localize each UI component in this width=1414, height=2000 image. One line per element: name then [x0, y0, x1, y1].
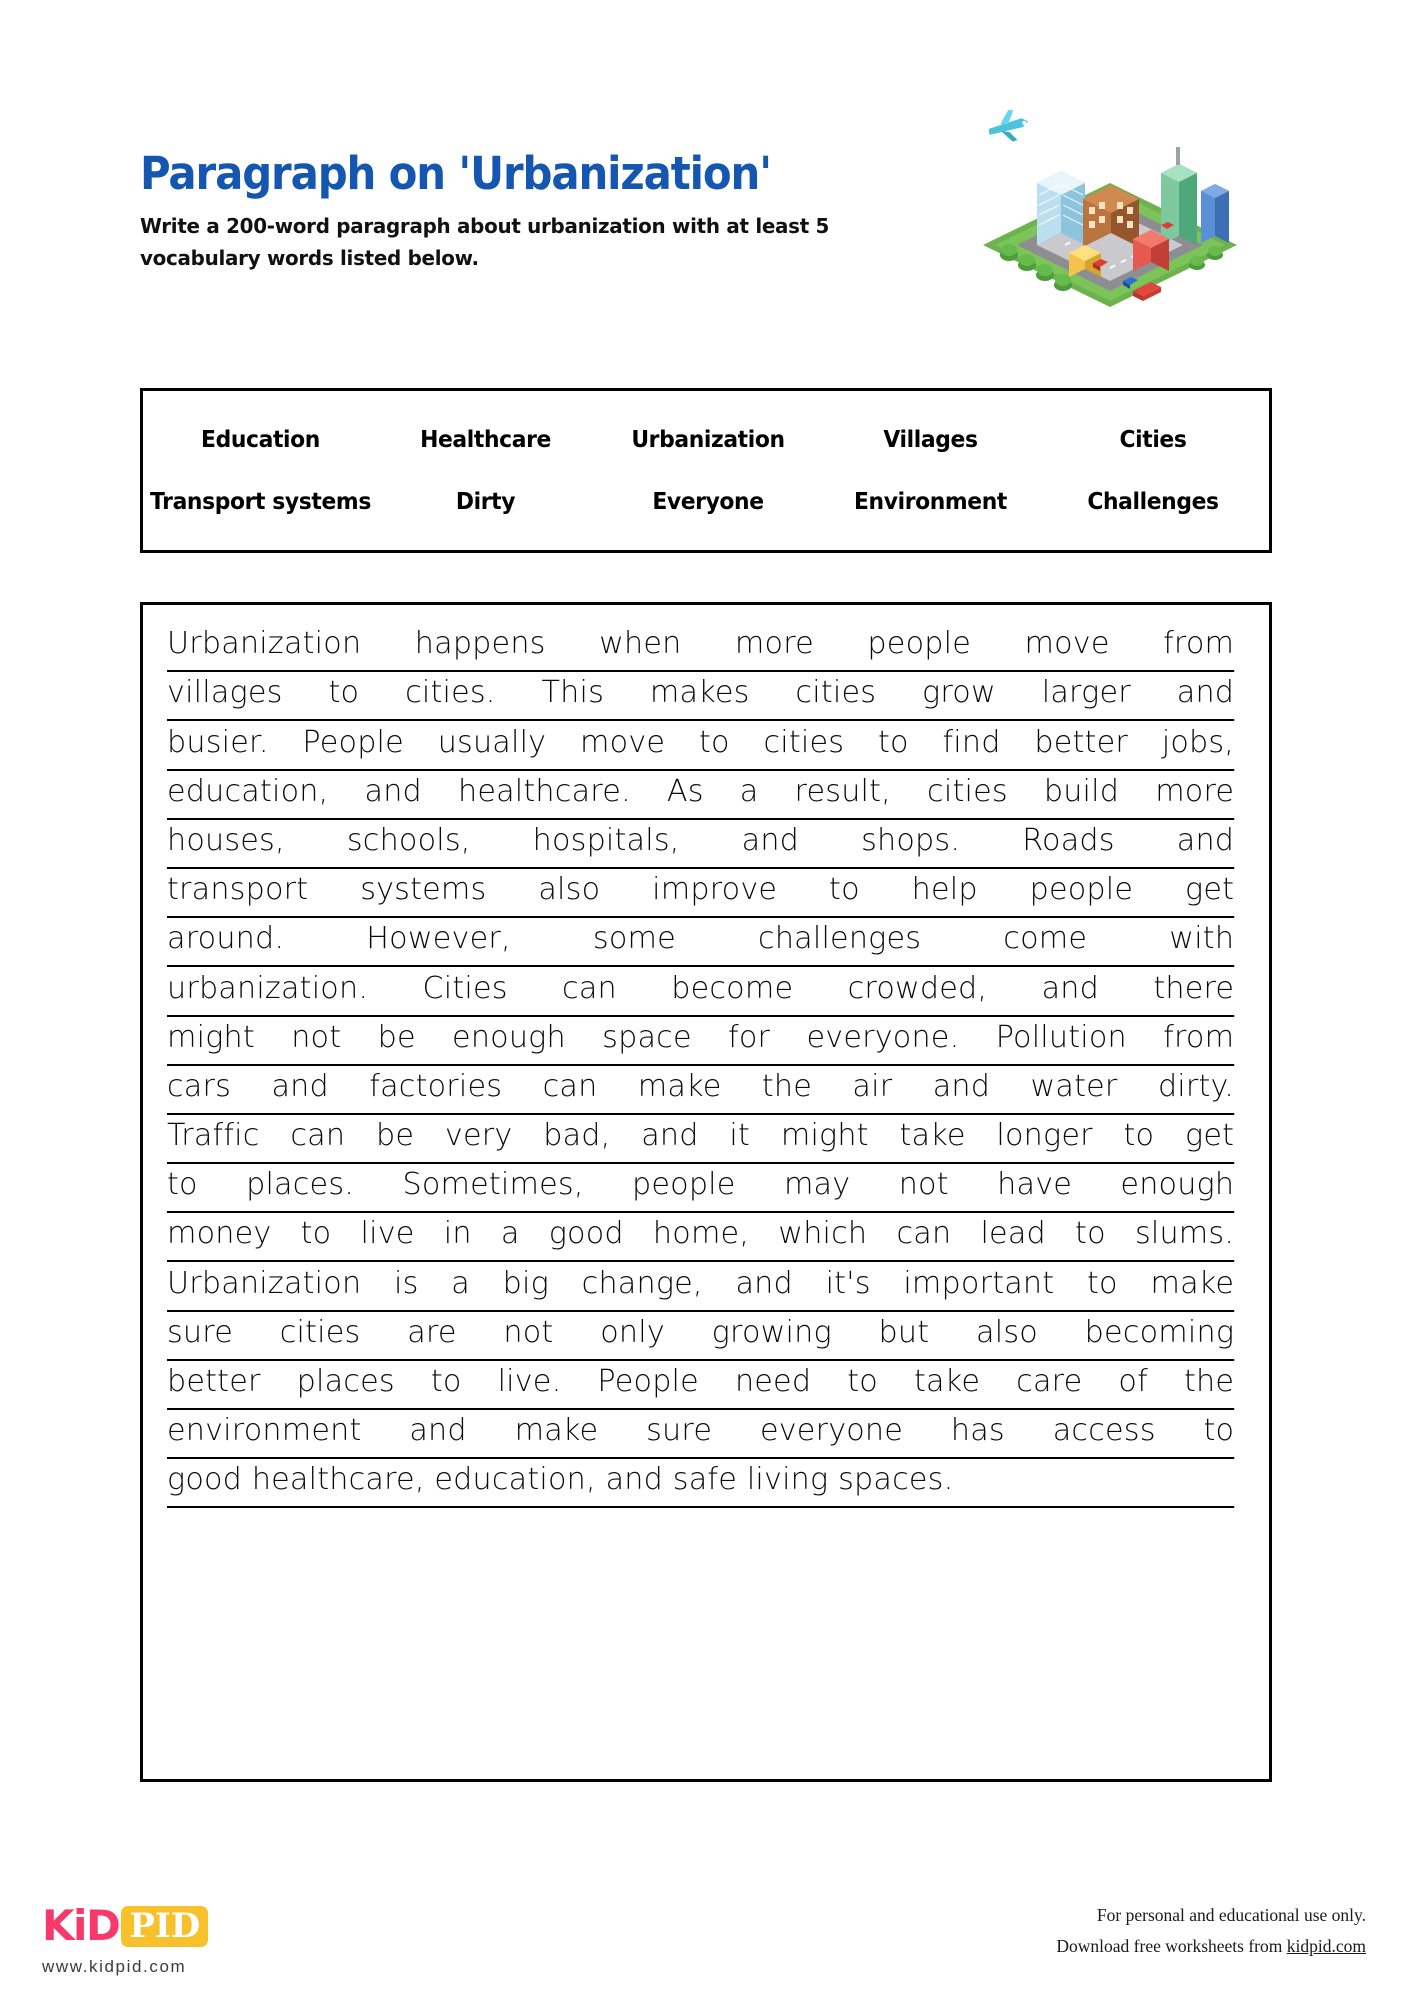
footer-note-line1: For personal and educational use only. — [1096, 1905, 1366, 1925]
answer-word: Cities — [422, 970, 508, 1006]
answer-word: people — [632, 1167, 736, 1203]
page-instructions: Write a 200-word paragraph about urbanization with at least 5 vocabulary words listed below. — [140, 214, 830, 271]
answer-word: Sometimes, — [402, 1167, 584, 1203]
answer-word: systems — [360, 872, 487, 908]
answer-word: move — [1024, 626, 1110, 662]
answer-word: it's — [825, 1265, 871, 1301]
answer-word: to — [1087, 1265, 1118, 1301]
answer-word: home, — [652, 1216, 750, 1252]
answer-word: air — [852, 1068, 893, 1104]
answer-word: sure — [167, 1314, 233, 1350]
answer-word: need — [734, 1364, 812, 1399]
answer-word: not — [898, 1167, 949, 1203]
answer-word: larger — [1041, 675, 1131, 711]
answer-word: usually — [437, 724, 547, 760]
answer-word: to — [430, 1364, 462, 1399]
answer-word: take — [899, 1118, 966, 1154]
answer-word: cars — [167, 1068, 232, 1104]
answer-writing-area[interactable] — [140, 602, 1272, 1782]
answer-word: sure — [646, 1413, 713, 1449]
header — [140, 147, 960, 275]
answer-line — [167, 820, 1234, 869]
answer-word: build — [1043, 773, 1120, 809]
answer-word: big — [502, 1265, 549, 1301]
answer-word: to — [1203, 1413, 1235, 1449]
logo-kid-text: KiD — [42, 1901, 120, 1950]
answer-word: a — [500, 1216, 520, 1252]
vocab-word: Education — [201, 426, 320, 453]
answer-word: and — [409, 1413, 467, 1449]
answer-word: of — [1118, 1364, 1148, 1399]
answer-word: However, — [366, 921, 511, 957]
answer-word: hospitals, — [532, 822, 680, 858]
answer-line — [167, 1213, 1234, 1262]
answer-paragraph — [167, 623, 1245, 1508]
answer-line — [167, 1066, 1234, 1115]
answer-word: live. — [497, 1364, 562, 1399]
answer-word: cities — [795, 675, 877, 711]
answer-word: is — [394, 1265, 419, 1301]
answer-word: shops. — [861, 822, 961, 858]
answer-word: there — [1153, 970, 1235, 1006]
logo-mark — [42, 1900, 342, 1952]
answer-word: a — [451, 1265, 470, 1301]
answer-word: also — [976, 1314, 1038, 1350]
answer-word: be — [377, 1019, 416, 1055]
answer-word: can — [542, 1068, 598, 1104]
answer-line — [167, 771, 1234, 820]
answer-word: longer — [996, 1118, 1093, 1154]
vocab-word: Cities — [1119, 426, 1187, 453]
vocab-word: Challenges — [1087, 488, 1219, 515]
answer-word: happens — [414, 626, 546, 662]
answer-word: busier. — [167, 724, 269, 760]
answer-word: around. — [167, 921, 285, 957]
answer-word: environment — [167, 1413, 362, 1449]
answer-word: better — [1034, 724, 1128, 760]
answer-word: everyone. — [806, 1019, 960, 1055]
answer-word: can — [562, 970, 617, 1006]
answer-word: has — [950, 1413, 1005, 1449]
answer-word: Roads — [1022, 822, 1115, 858]
answer-word: change, — [581, 1265, 703, 1301]
answer-word: and — [932, 1068, 991, 1104]
answer-word: to — [1123, 1118, 1155, 1154]
answer-word: come — [1003, 921, 1088, 957]
answer-word: not — [291, 1019, 342, 1055]
answer-word: and — [1176, 675, 1235, 711]
answer-line — [167, 1017, 1234, 1066]
answer-word: healthcare. — [457, 773, 631, 809]
answer-word: places. — [246, 1167, 355, 1203]
answer-word: Pollution — [995, 1019, 1127, 1055]
vocabulary-row — [143, 471, 1269, 533]
answer-word: becoming — [1084, 1314, 1235, 1350]
answer-word: to — [829, 872, 860, 908]
vocab-word: Environment — [854, 488, 1007, 515]
answer-word: the — [761, 1068, 813, 1104]
answer-word: make — [637, 1068, 722, 1104]
vocab-word: Urbanization — [631, 426, 785, 453]
answer-word: help — [911, 872, 978, 908]
answer-word: take — [913, 1364, 981, 1399]
answer-word: People — [302, 724, 404, 760]
answer-word: the — [1183, 1364, 1235, 1399]
answer-word: and — [735, 1265, 793, 1301]
vocabulary-word-bank — [140, 388, 1272, 553]
answer-word: more — [734, 626, 814, 662]
answer-word: have — [997, 1167, 1073, 1203]
answer-word: As — [666, 773, 704, 809]
answer-word: people — [1029, 872, 1134, 908]
answer-word: live — [360, 1216, 415, 1252]
answer-word: education, — [167, 773, 329, 809]
answer-word: important — [903, 1265, 1055, 1301]
logo-pid-badge — [121, 1906, 208, 1947]
answer-word: to — [1075, 1216, 1106, 1252]
answer-line — [167, 1262, 1234, 1311]
answer-line — [167, 672, 1234, 721]
kidpid-link[interactable]: kidpid.com — [1286, 1935, 1366, 1956]
answer-word: a — [739, 773, 759, 809]
answer-word: cities — [927, 773, 1008, 809]
answer-word: get — [1185, 1118, 1235, 1154]
answer-word: care — [1016, 1364, 1083, 1399]
answer-word: factories — [369, 1068, 503, 1104]
answer-word: transport — [167, 872, 309, 908]
vocab-word: Everyone — [652, 488, 764, 515]
answer-word: water — [1030, 1068, 1118, 1104]
answer-line — [167, 918, 1234, 967]
answer-word: and — [1176, 822, 1235, 858]
answer-word: makes — [649, 675, 750, 711]
answer-word: better — [167, 1364, 261, 1399]
answer-word: and — [364, 773, 422, 809]
footer-note-line2 — [1056, 1931, 1366, 1962]
answer-word: to — [328, 675, 360, 711]
answer-word: to — [698, 724, 730, 760]
answer-word: only — [600, 1314, 665, 1350]
answer-word: Traffic — [167, 1118, 260, 1154]
answer-word: when — [599, 626, 682, 662]
answer-word: people — [867, 626, 971, 662]
footer-note-prefix: Download free worksheets from — [1056, 1935, 1287, 1956]
answer-line — [167, 721, 1234, 770]
answer-word: Urbanization — [167, 626, 362, 662]
page-title: Paragraph on 'Urbanization' — [140, 147, 771, 200]
vocab-word: Transport systems — [150, 488, 371, 515]
answer-line — [167, 869, 1234, 918]
answer-word: can — [290, 1118, 346, 1154]
answer-word: with — [1169, 921, 1235, 957]
answer-word: People — [597, 1364, 699, 1399]
answer-word: places — [296, 1364, 395, 1399]
vocab-word: Villages — [883, 426, 978, 453]
answer-word: enough — [452, 1019, 566, 1055]
answer-word: might — [780, 1118, 869, 1154]
vocabulary-row — [143, 409, 1269, 471]
answer-word: space — [602, 1019, 692, 1055]
answer-word: not — [503, 1314, 554, 1350]
answer-word: bad, — [543, 1118, 611, 1154]
answer-line: good healthcare, education, and safe living spaces. — [167, 1459, 1234, 1508]
answer-word: improve — [652, 872, 778, 908]
answer-word: to — [877, 724, 909, 760]
answer-word: money — [167, 1216, 272, 1252]
answer-line — [167, 623, 1234, 672]
answer-word: urbanization. — [167, 970, 369, 1006]
answer-line — [167, 1361, 1234, 1410]
answer-word: grow — [922, 675, 996, 711]
site-url: www.kidpid.com — [42, 1957, 187, 1976]
answer-word: and — [641, 1118, 699, 1154]
answer-word: and — [1041, 970, 1099, 1006]
answer-word: to — [167, 1167, 198, 1203]
answer-word: for — [728, 1019, 771, 1055]
logo-pid-text: PID — [129, 1905, 201, 1946]
answer-word: can — [896, 1216, 952, 1252]
answer-word: lead — [980, 1216, 1046, 1252]
answer-word: from — [1163, 1019, 1235, 1055]
answer-word: are — [407, 1314, 457, 1350]
answer-word: houses, — [167, 822, 285, 858]
answer-word: to — [847, 1364, 878, 1399]
answer-word: villages — [167, 675, 283, 711]
vocab-word: Healthcare — [420, 426, 551, 453]
answer-word: also — [538, 872, 601, 908]
answer-line — [167, 1312, 1234, 1361]
answer-word: jobs, — [1161, 724, 1235, 760]
answer-word: Urbanization — [167, 1265, 362, 1301]
answer-word: more — [1155, 773, 1235, 809]
answer-word: find — [942, 724, 1001, 760]
answer-line — [167, 1164, 1234, 1213]
answer-word: make — [514, 1413, 599, 1449]
answer-word: make — [1150, 1265, 1235, 1301]
answer-word: in — [443, 1216, 472, 1252]
isometric-city-illustration — [965, 95, 1255, 315]
answer-word: cities — [279, 1314, 361, 1350]
answer-line — [167, 967, 1234, 1016]
answer-word: This — [541, 675, 605, 711]
answer-word: slums. — [1134, 1216, 1235, 1252]
answer-word: which — [778, 1216, 868, 1252]
answer-word: good — [548, 1216, 624, 1252]
answer-word: result, — [794, 773, 891, 809]
answer-word: might — [167, 1019, 255, 1055]
answer-word: from — [1163, 626, 1235, 662]
answer-word: but — [878, 1314, 930, 1350]
footer-usage-note — [1056, 1900, 1366, 1961]
answer-word: everyone — [759, 1413, 904, 1449]
answer-word: it — [729, 1118, 751, 1154]
answer-word: schools, — [346, 822, 471, 858]
answer-line — [167, 1115, 1234, 1164]
answer-word: may — [783, 1167, 851, 1203]
answer-word: and — [271, 1068, 329, 1104]
answer-word: growing — [711, 1314, 832, 1350]
kidpid-logo — [42, 1900, 342, 1977]
answer-word: some — [592, 921, 676, 957]
answer-word: dirty. — [1157, 1068, 1235, 1104]
answer-word: and — [741, 822, 800, 858]
answer-word: get — [1185, 872, 1235, 908]
vocab-word: Dirty — [455, 488, 516, 515]
answer-word: cities. — [405, 675, 496, 711]
answer-word: become — [671, 970, 794, 1006]
answer-word: crowded, — [847, 970, 988, 1006]
answer-word: to — [300, 1216, 332, 1252]
answer-word: be — [375, 1118, 415, 1154]
answer-word: access — [1052, 1413, 1156, 1449]
answer-word: very — [444, 1118, 513, 1154]
answer-word: move — [580, 724, 666, 760]
answer-word: cities — [763, 724, 845, 760]
answer-line — [167, 1410, 1234, 1459]
answer-word: enough — [1120, 1167, 1235, 1203]
answer-word: challenges — [758, 921, 922, 957]
